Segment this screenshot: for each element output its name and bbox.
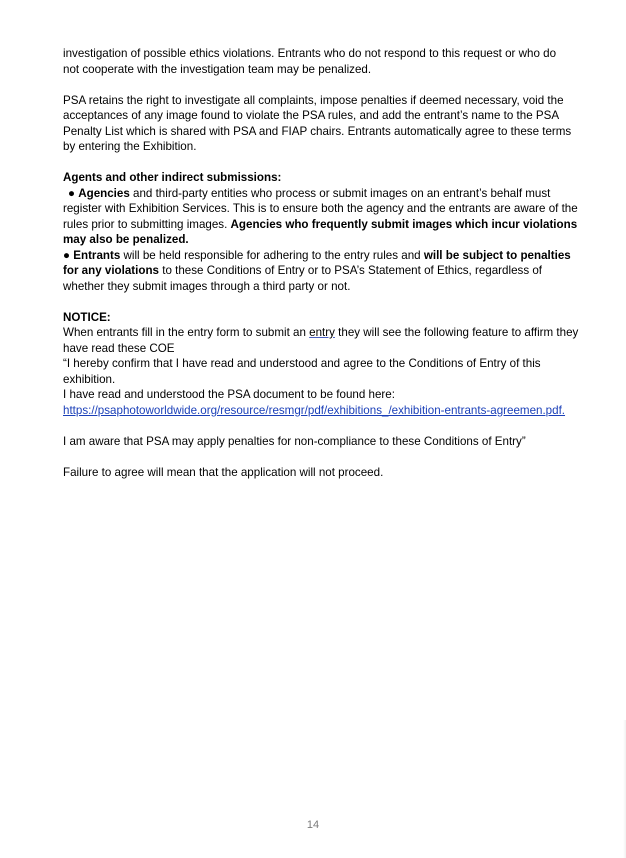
quote-penalties: I am aware that PSA may apply penalties for non-compliance to these Conditions of Entry” (63, 434, 526, 448)
entrants-text: will be held responsible for adhering to the entry rules and (120, 248, 424, 262)
notice-text: When entrants fill in the entry form to submit an (63, 326, 310, 339)
paragraph-gap (63, 77, 583, 93)
notice-text-end: they will see the following feature to affirm they have read these COE (63, 326, 579, 355)
quote-document: I have read and understood the PSA document to be found here: (63, 388, 395, 401)
section-agents (63, 170, 583, 294)
paragraph-gap (63, 418, 583, 434)
closing-statement: Failure to agree will mean that the application will not proceed. (63, 465, 384, 479)
text-line: investigation of possible ethics violations. Entrants who do not respond to this request or who do (63, 47, 557, 60)
entry-word: entry (309, 326, 335, 339)
bullet-icon: ● (63, 248, 71, 262)
document-body (63, 46, 583, 480)
agents-heading: Agents and other indirect submissions: (63, 171, 282, 184)
agencies-label: Agencies (78, 186, 130, 200)
paragraph-ethics-investigation (63, 46, 583, 77)
entrants-label: Entrants (73, 248, 121, 262)
agreement-link[interactable]: https://psaphotoworldwide.org/resource/resmgr/pdf/exhibitions_/exhibition-entrants-agreemen.pdf. (63, 403, 566, 417)
text-line: not cooperate with the investigation team may be penalized. (63, 62, 372, 76)
paragraph-psa-rights: PSA retains the right to investigate all complaints, impose penalties if deemed necessary, void the acceptances of any image found to violate the PSA rules, and add the entrant’s name to the PSA Penalty List which is shared with PSA and FIAP chairs. Entrants automatically agree to these terms by entering the Exhibition. (63, 93, 572, 153)
section-notice (63, 310, 583, 419)
paragraph-gap (63, 155, 583, 171)
paragraph-gap (63, 294, 583, 310)
entrants-penalty-text: will be subject to penalties for any violations (63, 248, 571, 277)
paragraph-gap (63, 449, 583, 465)
notice-heading: NOTICE: (63, 310, 111, 324)
page-number: 14 (306, 819, 320, 831)
quote-confirmation: “I hereby confirm that I have read and understood and agree to the Conditions of Entry of this exhibition. (63, 357, 541, 386)
agencies-text: and third-party entities who process or submit images on an entrant’s behalf must register with Exhibition Services. This is to ensure both the agency and the entrants are aware of the rules prior to submitting images. (63, 186, 578, 231)
entrants-text-end: to these Conditions of Entry or to PSA’s Statement of Ethics, regardless of whether they submit images through a third party or not. (63, 264, 543, 293)
agencies-penalty-text: Agencies who frequently submit images which incur violations may also be penalized. (63, 217, 578, 246)
bullet-icon: ● (67, 186, 75, 200)
